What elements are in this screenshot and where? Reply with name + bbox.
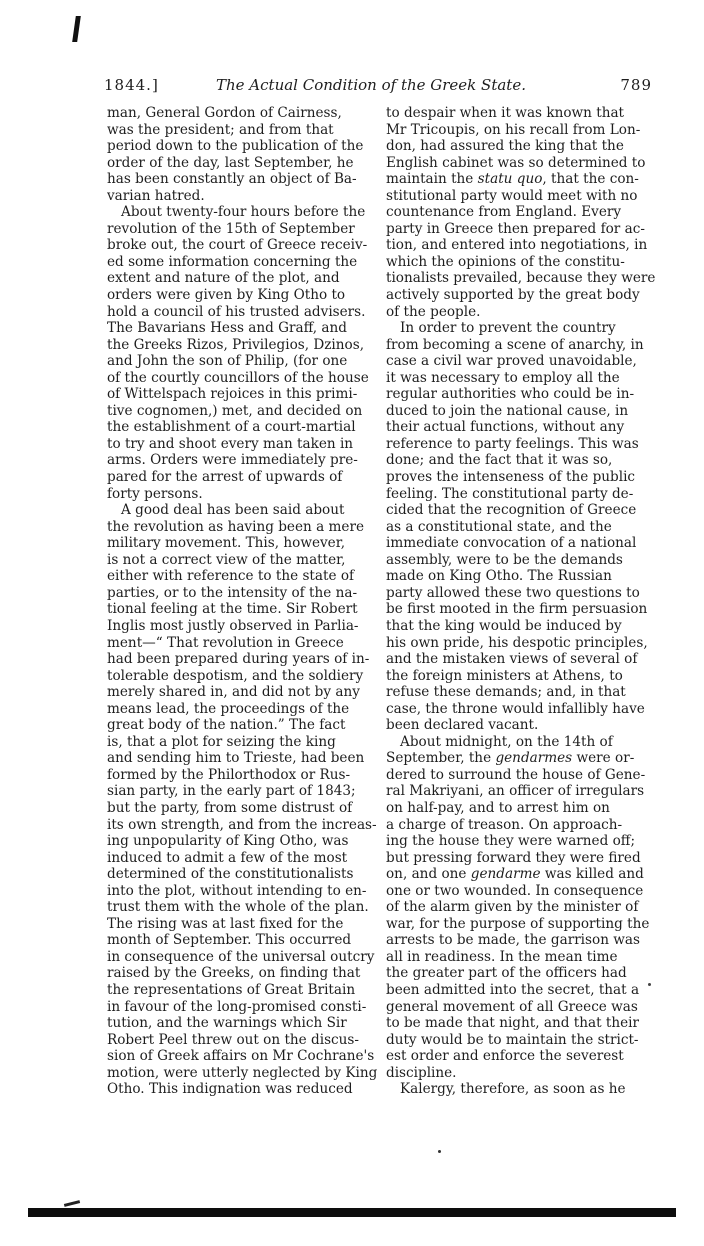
text-line: order of the day, last September, he: [107, 154, 354, 171]
text-line: to try and shoot every man taken in: [107, 435, 354, 452]
text-run: case, the throne would infallibly have: [386, 700, 645, 717]
print-speck: [648, 983, 651, 986]
text-line: orders were given by King Otho to: [107, 287, 346, 304]
text-run: tionalists prevailed, because they were: [386, 270, 656, 287]
text-run: cided that the recognition of Greece: [386, 502, 637, 519]
text-line: man, General Gordon of Cairness,: [107, 105, 342, 121]
text-line: [386, 403, 658, 420]
text-run: all in readiness. In the mean time: [386, 948, 618, 965]
text-run: proves the intenseness of the public: [386, 469, 636, 486]
text-line: About twenty-four hours before the: [121, 204, 366, 221]
text-line: merely shared in, and did not by any: [107, 684, 360, 701]
text-line: [386, 1065, 658, 1082]
text-run: their actual functions, without any: [386, 419, 625, 436]
text-run: September, the: [386, 750, 496, 767]
text-line: [386, 883, 658, 900]
text-line: ed some information concerning the: [107, 253, 358, 270]
text-line: [386, 668, 658, 685]
text-line: the Greeks Rizos, Privilegios, Dzinos,: [107, 336, 365, 353]
text-line: [386, 304, 658, 321]
text-line: [386, 800, 658, 817]
text-run: assembly, were to be the demands: [386, 551, 623, 568]
text-line: was the president; and from that: [107, 121, 334, 138]
text-run: done; and the fact that it was so,: [386, 452, 613, 469]
text-line: military movement. This, however,: [107, 535, 346, 552]
text-line: [386, 287, 658, 304]
text-line: extent and nature of the plot, and: [107, 270, 340, 287]
text-line: [386, 585, 658, 602]
text-line: tive cognomen,) met, and decided on: [107, 402, 363, 419]
text-run: discipline.: [386, 1064, 457, 1081]
italic-text: gendarme: [470, 866, 541, 883]
text-run: arrests to be made, the garrison was: [386, 932, 640, 949]
text-line: has been constantly an object of Ba-: [107, 171, 357, 188]
header-title: The Actual Condition of the Greek State.: [216, 76, 526, 94]
text-line: [386, 535, 658, 552]
text-run: immediate convocation of a national: [386, 535, 637, 552]
text-line: [386, 833, 658, 850]
text-line: [386, 899, 658, 916]
text-line: and sending him to Trieste, had been: [107, 750, 365, 767]
text-line: [386, 419, 658, 436]
text-line: [386, 684, 658, 701]
text-run: his own pride, his despotic principles,: [386, 634, 648, 651]
text-line: ment—“ That revolution in Greece: [107, 634, 344, 651]
text-line: [386, 635, 658, 652]
text-line: [386, 469, 658, 486]
text-run: but pressing forward they were fired: [386, 849, 641, 866]
text-line: had been prepared during years of in-: [107, 651, 370, 668]
text-run: general movement of all Greece was: [386, 998, 638, 1015]
text-line: [386, 138, 658, 155]
text-line: The Bavarians Hess and Graff, and: [107, 320, 347, 337]
text-line: the revolution as having been a mere: [107, 518, 365, 535]
text-line: [386, 353, 658, 370]
text-line: determined of the constitutionalists: [107, 866, 354, 883]
text-line: [386, 486, 658, 503]
text-line: [386, 601, 658, 618]
text-line: [386, 254, 658, 271]
text-run: it was necessary to employ all the: [386, 369, 620, 386]
running-header: [104, 76, 652, 102]
text-line: in favour of the long-promised consti-: [107, 998, 367, 1015]
text-run: Kalergy, therefore, as soon as he: [400, 1081, 626, 1098]
text-line: [386, 436, 658, 453]
text-line: [386, 337, 658, 354]
text-line: varian hatred.: [107, 187, 205, 204]
text-run: case a civil war proved unavoidable,: [386, 353, 637, 370]
text-line: [386, 1048, 658, 1065]
text-line: [386, 502, 658, 519]
page-edge-mark: [72, 16, 81, 42]
text-run: the greater part of the officers had: [386, 965, 627, 982]
text-run: English cabinet was so determined to: [386, 154, 646, 171]
text-run: party allowed these two questions to: [386, 584, 640, 601]
text-run: refuse these demands; and, in that: [386, 684, 626, 701]
text-line: hold a council of his trusted advisers.: [107, 303, 366, 320]
text-line: [386, 568, 658, 585]
scan-artifact: [64, 1200, 80, 1207]
text-run: be first mooted in the firm persuasion: [386, 601, 648, 618]
print-speck: [438, 1150, 441, 1153]
text-run: In order to prevent the country: [400, 320, 616, 337]
text-line: in consequence of the universal outcry: [107, 948, 375, 965]
text-run: on half-pay, and to arrest him on: [386, 799, 610, 816]
text-line: [386, 204, 658, 221]
text-run: countenance from England. Every: [386, 204, 622, 221]
text-line: trust them with the whole of the plan.: [107, 899, 369, 916]
text-line: [386, 188, 658, 205]
page-number: 789: [620, 76, 652, 94]
text-line: Inglis most justly observed in Parlia-: [107, 617, 359, 634]
text-line: [386, 552, 658, 569]
text-line: [386, 767, 658, 784]
text-line: [386, 734, 658, 751]
text-run: don, had assured the king that the: [386, 138, 624, 155]
text-line: of the courtly councillors of the house: [107, 369, 369, 386]
text-line: the establishment of a court-martial: [107, 419, 356, 436]
text-run: reference to party feelings. This was: [386, 435, 639, 452]
text-run: regular authorities who could be in-: [386, 386, 635, 403]
text-line: of Wittelspach rejoices in this primi-: [107, 386, 358, 403]
text-line: Robert Peel threw out on the discus-: [107, 1031, 359, 1048]
text-line: [386, 452, 658, 469]
text-run: of the people.: [386, 303, 481, 320]
text-line: [386, 932, 658, 949]
text-line: [386, 949, 658, 966]
text-line: [386, 171, 658, 188]
text-run: from becoming a scene of anarchy, in: [386, 336, 644, 353]
text-line: [386, 651, 658, 668]
text-line: [386, 320, 658, 337]
text-run: actively supported by the great body: [386, 287, 640, 304]
text-run: one or two wounded. In consequence: [386, 882, 644, 899]
header-year: 1844.]: [104, 76, 159, 94]
text-run: duced to join the national cause, in: [386, 402, 629, 419]
text-line: its own strength, and from the increas-: [107, 816, 377, 833]
text-line: tution, and the warnings which Sir: [107, 1015, 347, 1032]
text-line: motion, were utterly neglected by King: [107, 1064, 378, 1081]
text-line: but the party, from some distrust of: [107, 799, 353, 816]
text-line: [386, 270, 658, 287]
text-run: stitutional party would meet with no: [386, 187, 638, 204]
text-line: sion of Greek affairs on Mr Cochrane's: [107, 1048, 375, 1065]
text-line: arms. Orders were immediately pre-: [107, 452, 358, 469]
text-line: is, that a plot for seizing the king: [107, 733, 336, 750]
text-run: Mr Tricoupis, on his recall from Lon-: [386, 121, 641, 138]
text-line: [386, 817, 658, 834]
text-line: The rising was at last fixed for the: [107, 915, 344, 932]
text-line: [386, 750, 658, 767]
italic-text: gendarmes: [495, 750, 573, 767]
text-line: [386, 866, 658, 883]
text-run: ing the house they were warned off;: [386, 833, 636, 850]
italic-text: statu quo: [477, 171, 543, 188]
text-run: est order and enforce the severest: [386, 1048, 624, 1065]
text-line: revolution of the 15th of September: [107, 220, 355, 237]
text-line: Otho. This indignation was reduced: [107, 1081, 353, 1098]
text-run: dered to surround the house of Gene-: [386, 766, 646, 783]
text-run: tion, and entered into negotiations, in: [386, 237, 648, 254]
text-line: [386, 1032, 658, 1049]
text-line: [386, 221, 658, 238]
text-line: induced to admit a few of the most: [107, 849, 348, 866]
text-run: , that the con-: [542, 171, 639, 188]
text-run: been declared vacant.: [386, 717, 539, 734]
text-line: great body of the nation.” The fact: [107, 717, 346, 734]
text-line: formed by the Philorthodox or Rus-: [107, 766, 351, 783]
bottom-rule: [28, 1208, 676, 1217]
text-run: made on King Otho. The Russian: [386, 568, 612, 585]
text-line: month of September. This occurred: [107, 932, 352, 949]
text-run: About midnight, on the 14th of: [400, 733, 613, 750]
text-run: feeling. The constitutional party de-: [386, 485, 634, 502]
text-line: and John the son of Philip, (for one: [107, 353, 348, 370]
text-line: into the plot, without intending to en-: [107, 882, 367, 899]
text-line: [386, 982, 658, 999]
left-column: [107, 105, 379, 1098]
text-run: and the mistaken views of several of: [386, 651, 638, 668]
text-line: period down to the publication of the: [107, 138, 364, 155]
text-line: broke out, the court of Greece receiv-: [107, 237, 368, 254]
text-run: to be made that night, and that their: [386, 1015, 639, 1032]
text-line: [386, 1015, 658, 1032]
text-run: war, for the purpose of supporting the: [386, 915, 650, 932]
text-line: is not a correct view of the matter,: [107, 551, 346, 568]
text-run: that the king would be induced by: [386, 617, 622, 634]
text-line: tolerable despotism, and the soldiery: [107, 667, 364, 684]
right-column: [386, 105, 658, 1098]
text-run: on, and one: [386, 866, 471, 883]
text-run: as a constitutional state, and the: [386, 518, 612, 535]
text-line: [386, 916, 658, 933]
text-line: [386, 237, 658, 254]
text-run: was killed and: [540, 866, 644, 883]
text-run: the foreign ministers at Athens, to: [386, 667, 623, 684]
text-line: means lead, the proceedings of the: [107, 700, 350, 717]
text-run: ral Makriyani, an officer of irregulars: [386, 783, 645, 800]
text-line: the representations of Great Britain: [107, 981, 356, 998]
text-run: maintain the: [386, 171, 478, 188]
text-line: either with reference to the state of: [107, 568, 355, 585]
text-line: [386, 965, 658, 982]
text-line: [386, 701, 658, 718]
text-line: [386, 519, 658, 536]
text-run: a charge of treason. On approach-: [386, 816, 623, 833]
text-line: [386, 370, 658, 387]
text-line: parties, or to the intensity of the na-: [107, 584, 358, 601]
text-line: [386, 717, 658, 734]
text-line: [386, 155, 658, 172]
text-line: [386, 618, 658, 635]
text-run: were or-: [572, 750, 635, 767]
text-line: [386, 1081, 658, 1098]
text-line: pared for the arrest of upwards of: [107, 469, 343, 486]
text-run: duty would be to maintain the strict-: [386, 1031, 639, 1048]
text-line: [386, 999, 658, 1016]
text-run: to despair when it was known that: [386, 105, 625, 121]
text-run: been admitted into the secret, that a: [386, 981, 640, 998]
text-line: A good deal has been said about: [121, 502, 345, 519]
text-line: [386, 386, 658, 403]
text-run: party in Greece then prepared for ac-: [386, 220, 645, 237]
text-line: [386, 122, 658, 139]
text-run: which the opinions of the constitu-: [386, 253, 625, 270]
text-line: [386, 105, 658, 122]
text-line: ing unpopularity of King Otho, was: [107, 833, 349, 850]
text-line: raised by the Greeks, on finding that: [107, 965, 361, 982]
text-line: forty persons.: [107, 485, 203, 502]
text-line: sian party, in the early part of 1843;: [107, 783, 356, 800]
text-line: [386, 850, 658, 867]
text-run: of the alarm given by the minister of: [386, 899, 639, 916]
text-line: tional feeling at the time. Sir Robert: [107, 601, 358, 618]
text-line: [386, 783, 658, 800]
